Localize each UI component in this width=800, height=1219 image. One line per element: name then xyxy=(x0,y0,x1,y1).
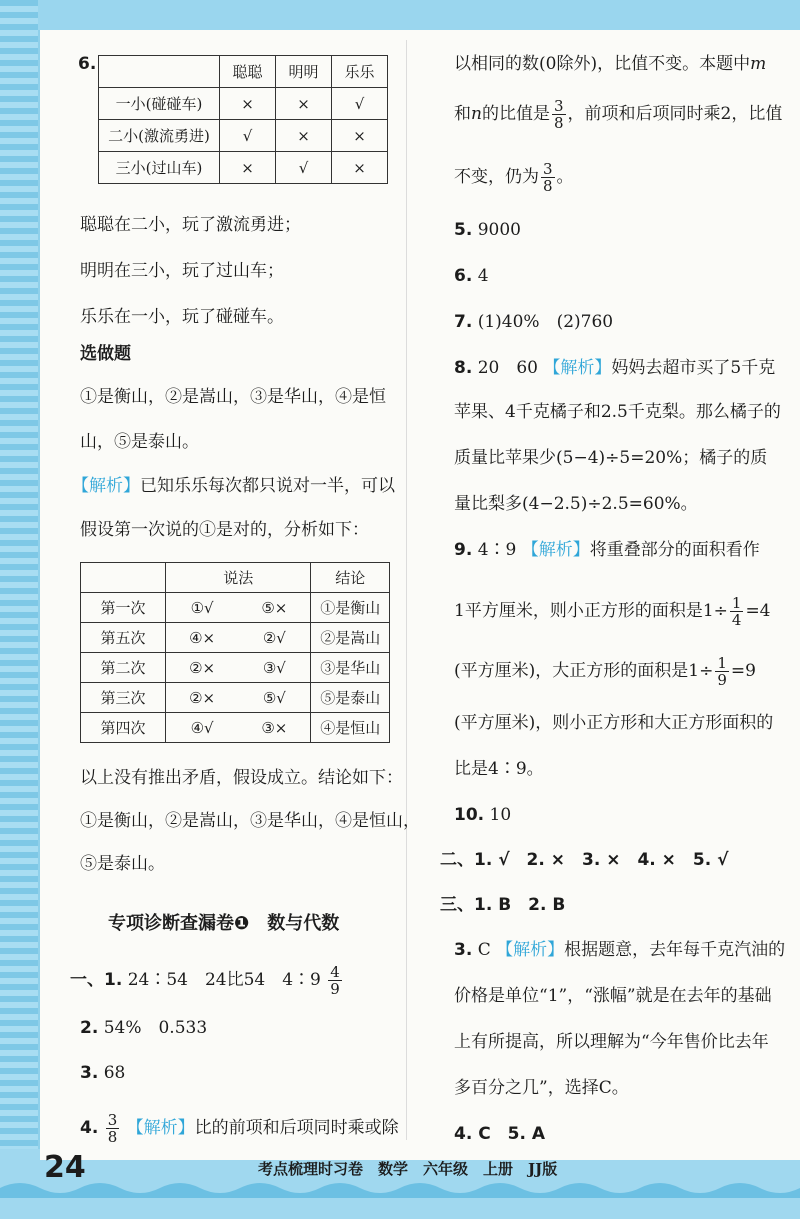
answer-line: 和n的比值是 $\frac{3}{8}$ ，前项和后项同时乘2，比值 xyxy=(454,97,783,132)
column-divider xyxy=(406,40,407,1140)
table-header: 说法 xyxy=(166,563,311,593)
table-cell: ③× xyxy=(238,713,311,743)
answer-line: 假设第一次说的①是对的，分析如下： xyxy=(80,520,369,540)
top-border xyxy=(0,0,800,30)
fraction: $\frac{1}{9}$ xyxy=(717,654,727,689)
answer-line: 上有所提高，所以理解为“今年售价比去年 xyxy=(454,1032,769,1052)
row-label: 第四次 xyxy=(81,713,166,743)
answer-line: 多百分之几”，选择C。 xyxy=(454,1078,629,1098)
table-row xyxy=(99,152,388,184)
analysis-tag: 【解析】 xyxy=(72,476,140,496)
table-cell: × xyxy=(220,88,276,120)
question-6-number: 6. xyxy=(78,54,97,74)
page-number: 24 xyxy=(44,1150,86,1185)
table-cell: ⑤是泰山 xyxy=(311,683,390,713)
answer-line: 3. 68 xyxy=(80,1063,126,1083)
table-cell: ①√ xyxy=(166,593,239,623)
analysis-tag: 【解析】 xyxy=(126,1118,195,1138)
answer-line: 6. 4 xyxy=(454,266,489,286)
table-cell: × xyxy=(276,88,332,120)
answer-line: (平方厘米)，大正方形的面积是1÷ $\frac{1}{9}$ =9 xyxy=(454,654,756,689)
fraction: $\frac{3}{8}$ xyxy=(107,1111,118,1146)
table-row xyxy=(81,623,390,653)
footer-text: 考点梳理时习卷 数学 六年级 上册 JJ版 xyxy=(258,1160,558,1178)
answer-line: 4. C 5. A xyxy=(454,1124,546,1144)
section-3-answers: 三、1. B 2. B xyxy=(440,895,566,915)
table-cell: ⑤× xyxy=(238,593,311,623)
answer-line: 8. 20 60 【解析】妈妈去超市买了5千克 xyxy=(454,358,776,378)
fraction: $\frac{3}{8}$ xyxy=(553,97,564,132)
table-cell: ③√ xyxy=(238,653,311,683)
table-cell: ④× xyxy=(166,623,239,653)
answer-line: 4. $\frac{3}{8}$ 【解析】比的前项和后项同时乘或除 xyxy=(80,1111,399,1146)
fraction: $\frac{4}{9}$ xyxy=(330,963,340,998)
left-border xyxy=(0,0,38,1219)
decorative-wave xyxy=(0,1178,800,1198)
row-label: 第一次 xyxy=(81,593,166,623)
answer-line: 9. 4∶9 【解析】将重叠部分的面积看作 xyxy=(454,540,760,560)
analysis-tag: 【解析】 xyxy=(543,358,612,378)
answer-line: 一、1. 24∶54 24比54 4∶9 $\frac{4}{9}$ xyxy=(70,963,340,998)
table-cell: ④√ xyxy=(166,713,239,743)
answer-line: 1平方厘米，则小正方形的面积是1÷ $\frac{1}{4}$ =4 xyxy=(454,594,771,629)
table-cell: ②是嵩山 xyxy=(311,623,390,653)
table-row xyxy=(99,88,388,120)
answer-line: (平方厘米)，则小正方形和大正方形面积的 xyxy=(454,713,774,733)
answer-line: 乐乐在一小，玩了碰碰车。 xyxy=(80,307,284,327)
section-title: 专项诊断查漏卷❶ 数与代数 xyxy=(108,913,340,934)
table-corner xyxy=(81,563,166,593)
table-cell: × xyxy=(220,152,276,184)
analysis-tag: 【解析】 xyxy=(496,940,565,960)
table-corner xyxy=(99,56,220,88)
answer-line: 明明在三小，玩了过山车； xyxy=(80,261,284,281)
table-cell: ④是恒山 xyxy=(311,713,390,743)
assignment-table xyxy=(98,55,388,184)
answer-line: 比是4∶9。 xyxy=(454,759,544,779)
row-label: 一小(碰碰车) xyxy=(99,88,220,120)
answer-line: 苹果、4千克橘子和2.5千克梨。那么橘子的 xyxy=(454,402,781,422)
table-header: 明明 xyxy=(276,56,332,88)
table-cell: ①是衡山 xyxy=(311,593,390,623)
answer-line: 以上没有推出矛盾，假设成立。结论如下： xyxy=(80,768,403,788)
answer-line: 2. 54% 0.533 xyxy=(80,1018,208,1038)
table-cell: ⑤√ xyxy=(238,683,311,713)
answer-line: 3. C 【解析】根据题意，去年每千克汽油的 xyxy=(454,940,786,960)
table-cell: ②√ xyxy=(238,623,311,653)
section-2-answers: 二、1. √ 2. × 3. × 4. × 5. √ xyxy=(440,850,729,870)
answer-line: 聪聪在二小，玩了激流勇进； xyxy=(80,215,301,235)
table-cell: ②× xyxy=(166,653,239,683)
table-cell: ②× xyxy=(166,683,239,713)
answer-line: 山，⑤是泰山。 xyxy=(80,432,199,452)
answer-line: 价格是单位“1”，“涨幅”就是在去年的基础 xyxy=(454,986,772,1006)
table-row xyxy=(81,653,390,683)
table-cell: × xyxy=(276,120,332,152)
table-cell: √ xyxy=(220,120,276,152)
table-cell: √ xyxy=(276,152,332,184)
answer-line: 5. 9000 xyxy=(454,220,521,240)
row-label: 第二次 xyxy=(81,653,166,683)
table-row xyxy=(99,120,388,152)
analysis-tag: 【解析】 xyxy=(521,540,590,560)
answer-line: 10. 10 xyxy=(454,805,512,825)
answer-line: ①是衡山，②是嵩山，③是华山，④是恒 xyxy=(80,387,386,407)
analysis-line: 【解析】已知乐乐每次都只说对一半，可以 xyxy=(72,476,395,496)
table-cell: × xyxy=(332,120,388,152)
reasoning-table xyxy=(80,562,390,743)
fraction: $\frac{1}{4}$ xyxy=(731,594,742,629)
answer-line: ①是衡山，②是嵩山，③是华山，④是恒山， xyxy=(80,811,420,831)
table-cell: ③是华山 xyxy=(311,653,390,683)
answer-line: 7. (1)40% (2)760 xyxy=(454,312,614,332)
table-row xyxy=(81,683,390,713)
table-header: 结论 xyxy=(311,563,390,593)
row-label: 第五次 xyxy=(81,623,166,653)
table-header: 聪聪 xyxy=(220,56,276,88)
answer-line: 质量比苹果少(5−4)÷5=20%；橘子的质 xyxy=(454,448,768,468)
answer-line: ⑤是泰山。 xyxy=(80,854,165,874)
row-label: 三小(过山车) xyxy=(99,152,220,184)
answer-line: 量比梨多(4−2.5)÷2.5=60%。 xyxy=(454,494,698,514)
optional-title: 选做题 xyxy=(80,344,131,364)
table-cell: × xyxy=(332,152,388,184)
answer-line: 以相同的数(0除外)，比值不变。本题中m xyxy=(454,54,767,74)
table-row xyxy=(81,713,390,743)
answer-line: 不变，仍为 $\frac{3}{8}$ 。 xyxy=(454,160,574,195)
row-label: 二小(激流勇进) xyxy=(99,120,220,152)
table-header: 乐乐 xyxy=(332,56,388,88)
table-row xyxy=(81,593,390,623)
fraction: $\frac{3}{8}$ xyxy=(543,160,553,195)
table-cell: √ xyxy=(332,88,388,120)
row-label: 第三次 xyxy=(81,683,166,713)
